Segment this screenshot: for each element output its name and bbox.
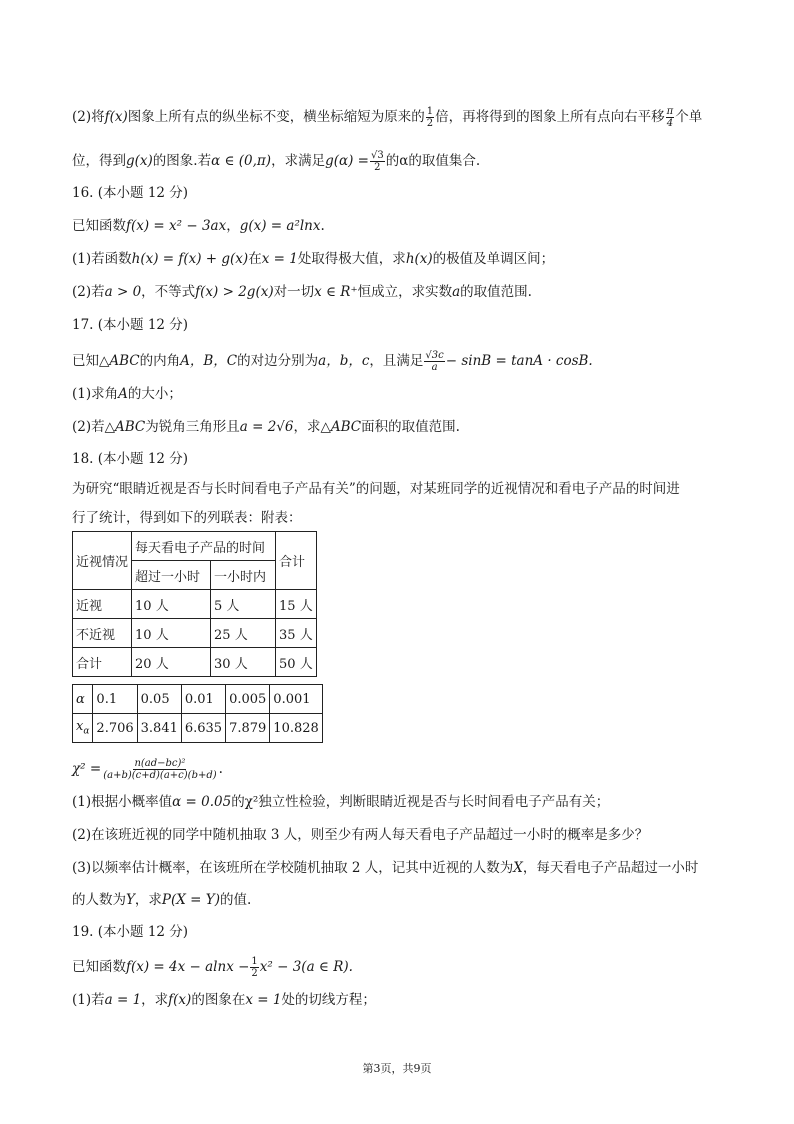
text: 个单 [675,109,703,125]
over-hour-header: 超过一小时 [132,561,211,590]
cell: 0.1 [93,685,137,714]
math: f(x) = x² − 3ax [126,218,227,234]
text: 的极值及单调区间； [432,251,555,267]
numerator: n(ad−bc)² [134,758,186,769]
text: 图象上所有点的纵坐标不变，横坐标缩短为原来的 [127,109,425,125]
text: ，求 [141,992,169,1008]
text: 的对边分别为 [237,353,319,369]
row-header: 近视情况 [73,532,132,590]
page-footer: 第3页，共9页 [362,1062,432,1075]
total-header: 合计 [276,532,317,590]
math: a [452,284,461,300]
text: (3)以频率估计概率，在该班所在学校随机抽取 2 人，记其中近视的人数为 [72,860,514,876]
math: x ∈ R⁺ [314,284,358,300]
math: − sinB = tanA · cosB. [445,353,593,369]
text: (1)求角 [72,386,119,402]
cell: 15 人 [276,590,317,619]
question-16-part1 [72,249,554,269]
numerator: π [666,106,674,117]
cell: 35 人 [276,619,317,648]
math: f(x) > 2g(x) [195,284,274,300]
denominator: 2 [426,118,434,129]
text: 处取得极大值，求 [297,251,406,267]
numerator: 1 [251,956,258,967]
text: 在 [248,251,262,267]
question-18-part3-line1 [72,858,698,878]
text: (2)若△ [72,419,116,435]
question-18-part3-line2 [72,890,251,910]
cell: 0.01 [181,685,225,714]
math: h(x) = f(x) + g(x) [131,251,249,267]
question-16-part2 [72,282,532,302]
numerator: √3 [370,150,384,161]
question-17-part2 [72,417,460,437]
math: ABC [330,419,362,435]
cell: 20 人 [132,648,211,677]
cell: 合计 [73,648,132,677]
chi-square-formula [72,758,223,781]
text: 恒成立，求实数 [357,284,453,300]
cell: 3.841 [137,714,181,743]
cell: 50 人 [276,648,317,677]
cell: 10.828 [270,714,323,743]
question-18-stem-line2: 行了统计，得到如下的列联表：附表： [72,510,302,526]
cell: 近视 [73,590,132,619]
text: 已知函数 [72,218,126,234]
cell: 5 人 [211,590,276,619]
group-header: 每天看电子产品的时间 [132,532,276,561]
cell: 0.005 [226,685,270,714]
q15-part2-line1 [72,106,702,129]
table-row [73,648,317,677]
question-19-heading: 19. (本小题 12 分) [72,924,189,940]
text: 位，得到 [72,153,126,169]
question-17-stem [72,350,593,373]
text: (1)若 [72,992,105,1008]
denominator: (a+b)(c+d)(a+c)(b+d) [103,770,217,781]
text: 的χ²独立性检验，判断眼睛近视是否与长时间看电子产品有关； [231,794,610,810]
text: 为锐角三角形且 [145,419,240,435]
table-row [73,685,323,714]
text: . [218,761,223,777]
fraction [426,106,434,129]
text: 的值. [219,892,252,908]
fraction [370,150,385,173]
cell [73,714,93,743]
text: 的α的取值集合. [385,153,481,169]
question-18-part2: (2)在该班近视的同学中随机抽取 3 人，则至少有两人每天看电子产品超过一小时的概率是多少？ [72,827,649,843]
cell: 2.706 [93,714,137,743]
question-19-part1 [72,990,376,1010]
numerator: √3c [425,350,444,361]
math: α = 0.05 [172,794,232,810]
text: 处的切线方程； [281,992,376,1008]
fraction [102,758,217,781]
question-18-heading: 18. (本小题 12 分) [72,451,189,467]
text: ，求△ [293,419,331,435]
math: g(x) [126,153,153,169]
math: α ∈ (0,π) [211,153,272,169]
cell: 25 人 [211,619,276,648]
text: 的图象.若 [152,153,212,169]
x-symbol: x [76,719,84,735]
cell: 10 人 [132,590,211,619]
math: a，b，c [318,353,370,369]
math: A [118,386,128,402]
cell: 30 人 [211,648,276,677]
fraction [424,350,444,373]
cell: 0.05 [137,685,181,714]
math: a > 0 [104,284,142,300]
text: 的人数为 [72,892,126,908]
math: x² − 3(a ∈ R). [259,959,353,975]
question-18-part1 [72,792,609,812]
text: 面积的取值范围. [361,419,460,435]
math: g(x) = a²lnx [239,218,321,234]
math: f(x) = 4x − alnx − [126,959,250,975]
math: x = 1 [245,992,282,1008]
text: ，且满足 [369,353,424,369]
math: a = 2√6 [239,419,294,435]
cell: 7.879 [226,714,270,743]
fraction [250,956,258,979]
text: ， [226,218,240,234]
math: f(x) [168,992,192,1008]
denominator: 2 [251,968,258,979]
within-hour-header: 一小时内 [211,561,276,590]
math: χ² = [72,761,102,777]
text: ，求满足 [271,153,326,169]
cell: 10 人 [132,619,211,648]
cell: 6.635 [181,714,225,743]
table-row [73,590,317,619]
text: (2)将 [72,109,105,125]
critical-value-table [72,684,323,743]
question-19-stem [72,956,353,979]
text: 的图象在 [191,992,246,1008]
table-row [73,619,317,648]
question-17-heading: 17. (本小题 12 分) [72,317,189,333]
math: ABC [109,353,140,369]
math: ABC [115,419,146,435]
question-18-stem-line1: 为研究“眼睛近视是否与长时间看电子产品有关”的问题，对某班同学的近视情况和看电子产品的时间进 [72,481,680,497]
text: ，不等式 [141,284,196,300]
denominator: a [431,362,438,373]
question-16-stem [72,216,325,236]
text: 对一切 [273,284,315,300]
text: . [320,218,325,234]
math: g(α) = [325,153,369,169]
math: X [513,860,523,876]
text: 已知函数 [72,959,126,975]
math: x = 1 [261,251,298,267]
text: (1)根据小概率值 [72,794,173,810]
math: P(X = Y) [161,892,220,908]
math: f(x) [104,109,128,125]
text: 的内角 [139,353,181,369]
math: Y [126,892,135,908]
cell: 0.001 [270,685,323,714]
text: 的取值范围. [460,284,532,300]
denominator: 4 [666,118,674,129]
fraction [666,106,675,129]
math: a = 1 [104,992,142,1008]
math: h(x) [405,251,433,267]
cell: 不近视 [73,619,132,648]
denominator: 2 [374,162,381,173]
text: 已知△ [72,353,110,369]
contingency-table [72,531,317,677]
question-16-heading: 16. (本小题 12 分) [72,185,189,201]
text: ，求 [134,892,162,908]
math: A，B，C [180,353,238,369]
text: ，每天看电子产品超过一小时 [522,860,699,876]
text: (2)若 [72,284,105,300]
text: 倍，再将得到的图象上所有点向右平移 [435,109,665,125]
q15-part2-line2 [72,150,480,173]
table-row [73,714,323,743]
text: (1)若函数 [72,251,132,267]
numerator: 1 [426,106,434,117]
alpha-subscript: α [83,726,90,737]
question-17-part1 [72,384,182,404]
text: 的大小； [127,386,182,402]
cell: α [73,685,93,714]
